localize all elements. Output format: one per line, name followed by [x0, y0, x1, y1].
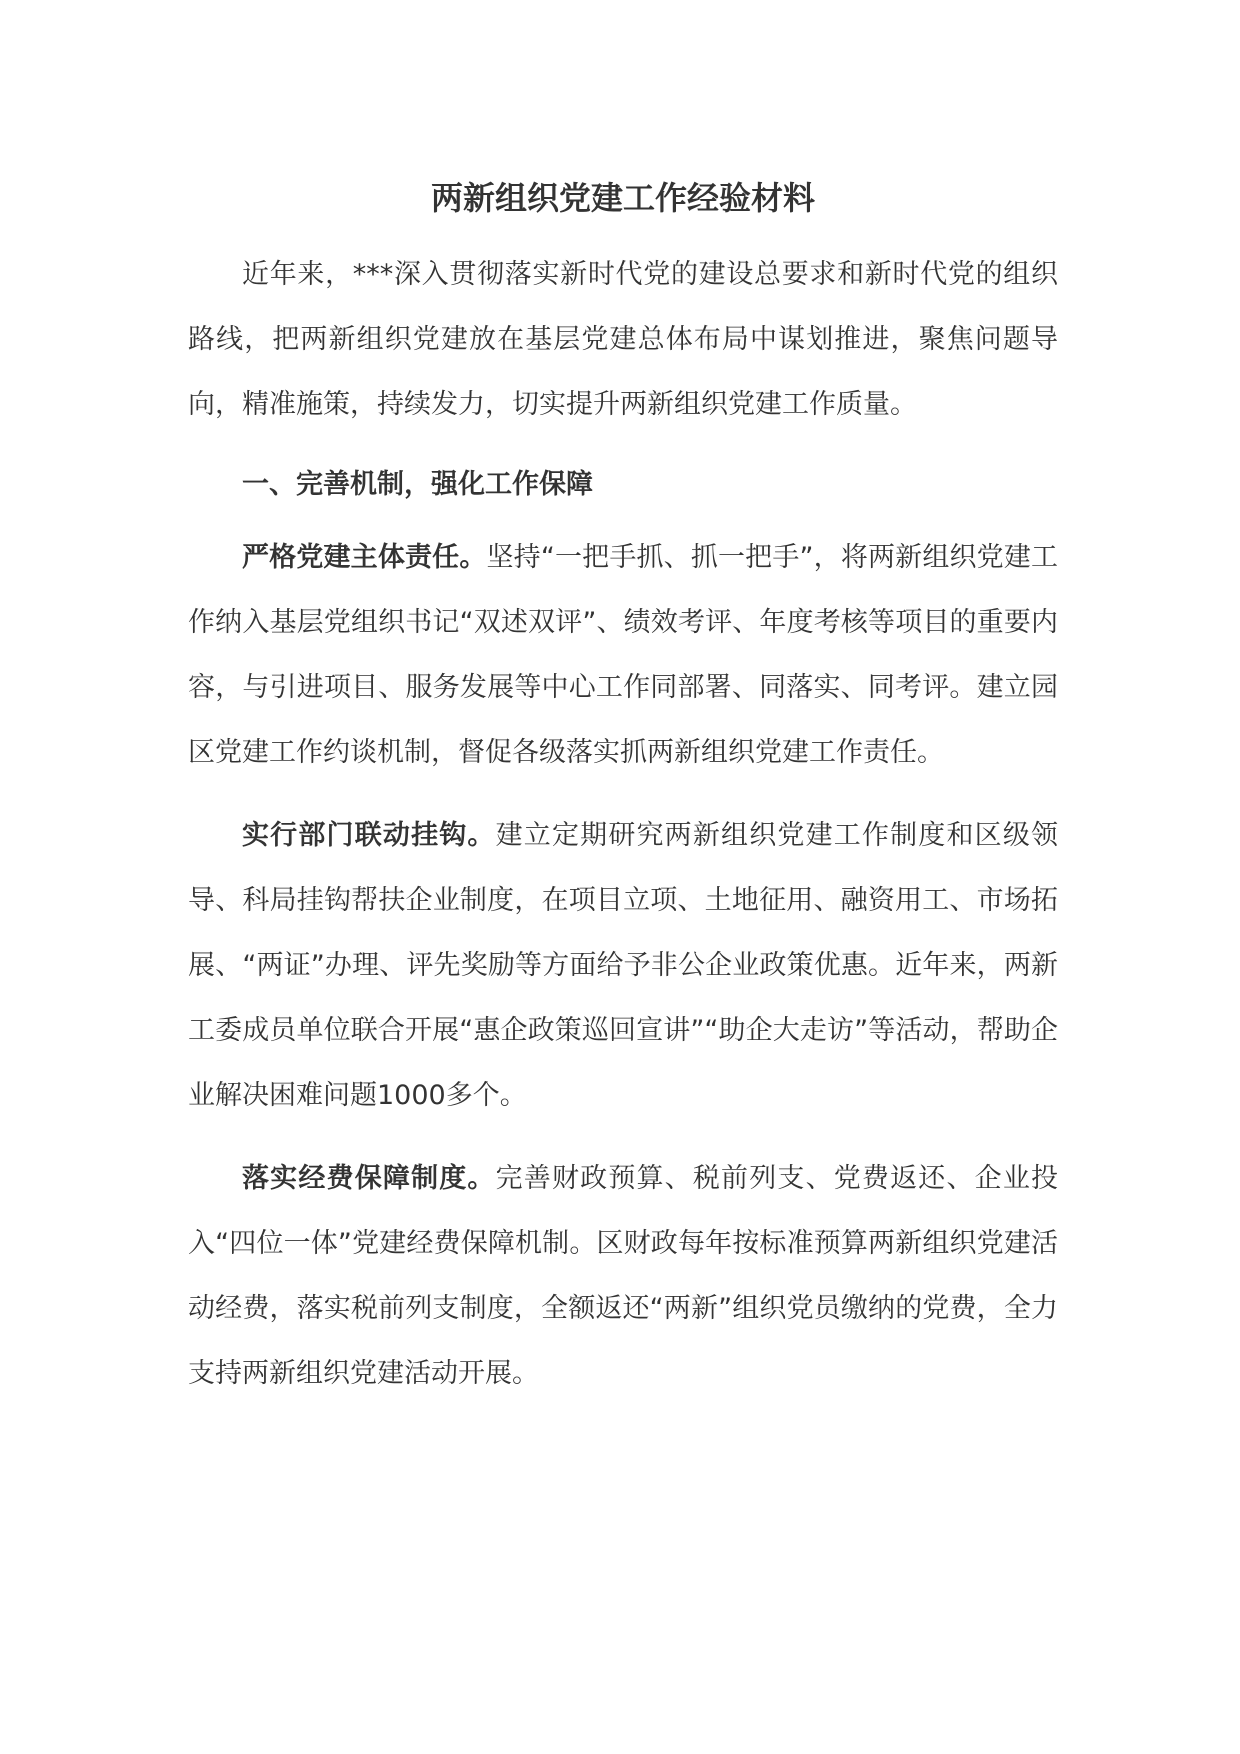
- paragraph-lead: 实行部门联动挂钩。: [242, 820, 496, 851]
- document-body: [188, 168, 1058, 1424]
- paragraph-lead: 落实经费保障制度。: [242, 1163, 496, 1194]
- paragraph-text: 建立定期研究两新组织党建工作制度和区级领导、科局挂钩帮扶企业制度，在项目立项、土地征用、融资用工、市场拓展、“两证”办理、评先奖励等方面给予非公企业政策优惠。近年来，两新工委成员单位联合开展“惠企政策巡回宣讲”“助企大走访”等活动，帮助企业解决困难问题1000多个。: [188, 820, 1059, 1111]
- paragraph-text: 坚持“一把手抓、抓一把手”，将两新组织党建工作纳入基层党组织书记“双述双评”、绩效考评、年度考核等项目的重要内容，与引进项目、服务发展等中心工作同部署、同落实、同考评。建立园区党建工作约谈机制，督促各级落实抓两新组织党建工作责任。: [188, 542, 1059, 768]
- intro-paragraph: 近年来，***深入贯彻落实新时代党的建设总要求和新时代党的组织路线，把两新组织党建放在基层党建总体布局中谋划推进，聚焦问题导向，精准施策，持续发力，切实提升两新组织党建工作质量。: [188, 259, 1058, 420]
- section-heading: 一、完善机制，强化工作保障: [242, 469, 593, 500]
- document-title: 两新组织党建工作经验材料: [430, 179, 815, 217]
- paragraph-party-responsibility: [188, 525, 1058, 785]
- paragraph-funding-guarantee: [188, 1146, 1058, 1406]
- paragraph-department-linkage: [188, 803, 1058, 1128]
- paragraph-text: 完善财政预算、税前列支、党费返还、企业投入“四位一体”党建经费保障机制。区财政每年按标准预算两新组织党建活动经费，落实税前列支制度，全额返还“两新”组织党员缴纳的党费，全力支持两新组织党建活动开展。: [188, 1163, 1059, 1389]
- paragraph-lead: 严格党建主体责任。: [242, 542, 487, 573]
